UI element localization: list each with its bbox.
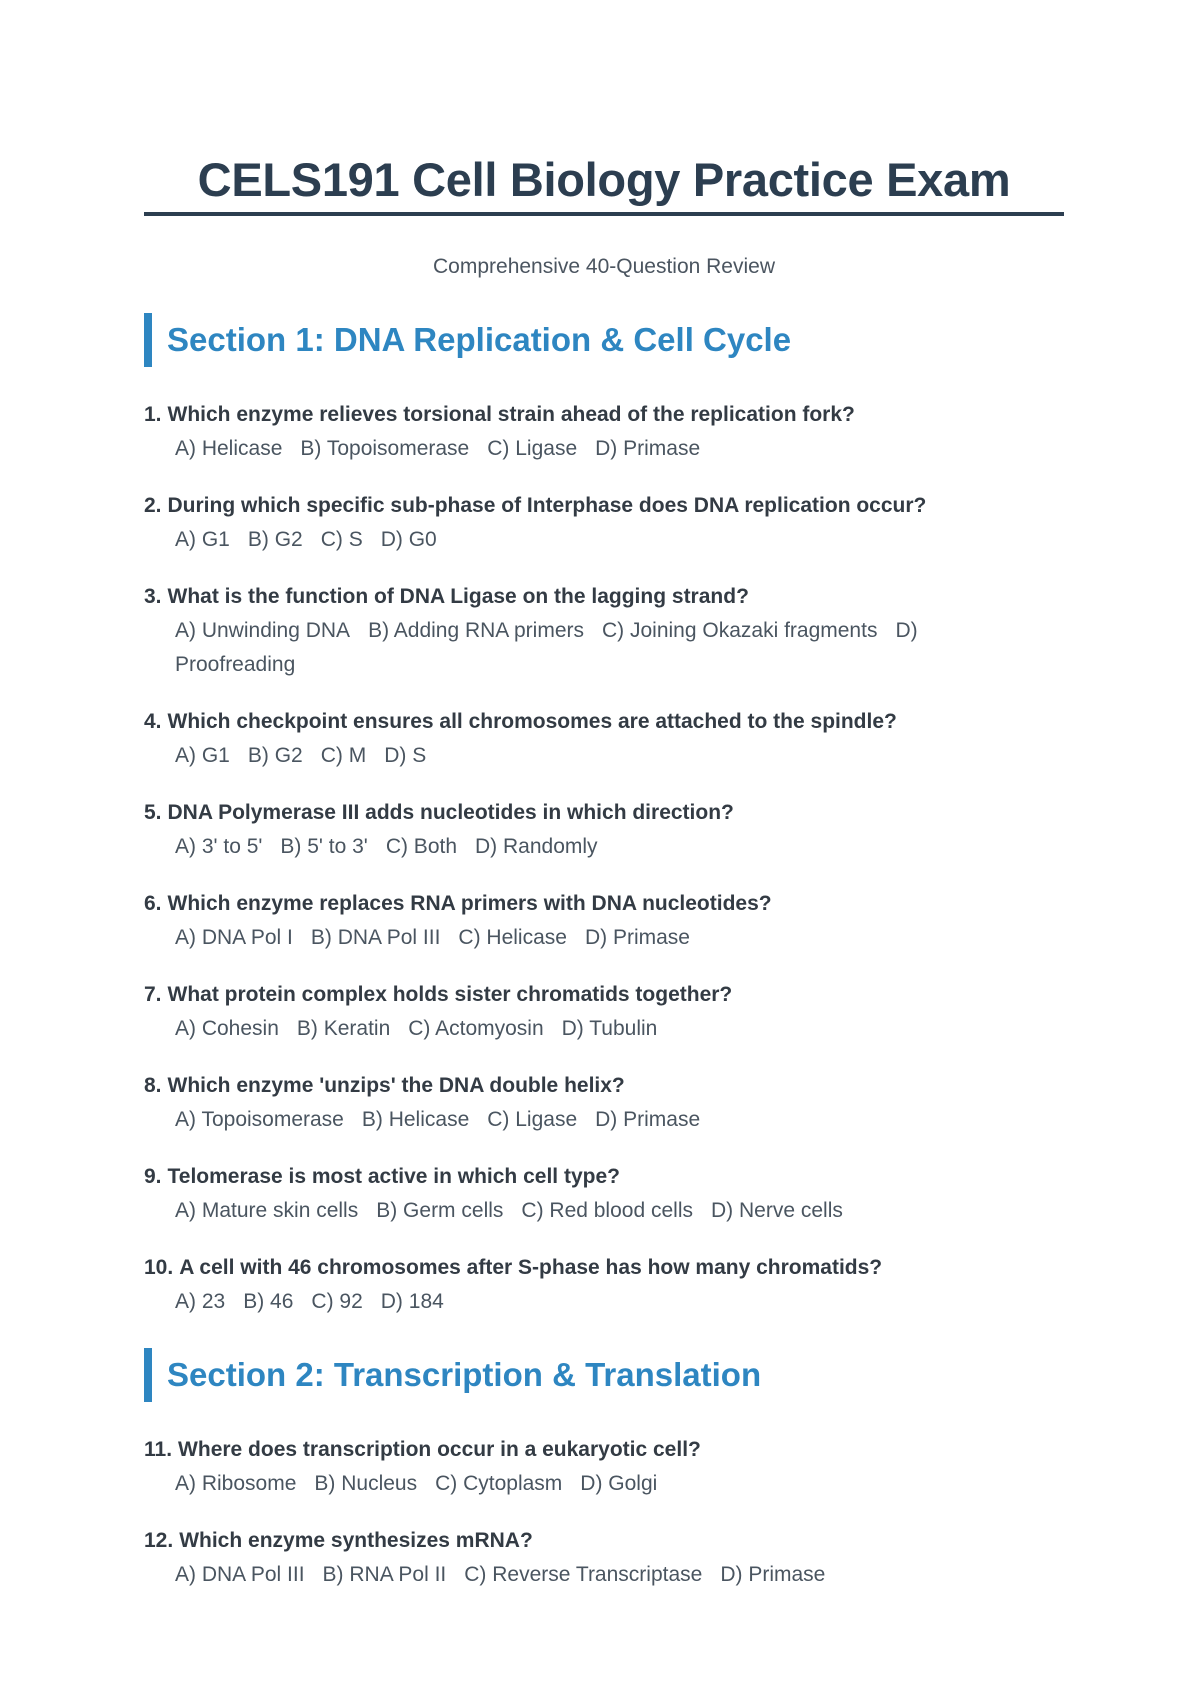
page-title: CELS191 Cell Biology Practice Exam: [197, 153, 1011, 206]
question-text: Telomerase is most active in which cell type?: [167, 1165, 620, 1188]
option-c: C) Actomyosin: [408, 1017, 544, 1040]
option-a: A) G1: [175, 744, 230, 767]
section-title: Section 2: Transcription & Translation: [167, 1356, 762, 1393]
answer-options: [144, 1467, 1064, 1501]
question-number: 2.: [144, 494, 162, 517]
option-a: A) 3' to 5': [175, 835, 263, 858]
option-d: D) Proofreading: [175, 619, 918, 676]
section-title: Section 1: DNA Replication & Cell Cycle: [167, 321, 792, 358]
section-header: [144, 313, 1064, 367]
option-a: A) DNA Pol III: [175, 1563, 305, 1586]
option-d: D) 184: [380, 1290, 444, 1313]
option-d: D) Tubulin: [561, 1017, 658, 1040]
answer-options: [144, 614, 985, 682]
answer-options: [144, 1194, 1064, 1228]
answer-options: [144, 1103, 1064, 1137]
question-number: 8.: [144, 1074, 162, 1097]
page-subtitle: Comprehensive 40-Question Review: [433, 255, 775, 278]
option-c: C) Ligase: [487, 1108, 578, 1131]
question-4: [144, 705, 1064, 773]
answer-options: [144, 1558, 1064, 1592]
question-text: A cell with 46 chromosomes after S-phase has how many chromatids?: [179, 1256, 883, 1279]
question-number: 5.: [144, 801, 162, 824]
question-10: [144, 1251, 1064, 1319]
answer-options: [144, 921, 1064, 955]
option-d: D) Primase: [595, 1108, 701, 1131]
question-text: Which enzyme 'unzips' the DNA double helix?: [167, 1074, 625, 1097]
option-c: C) Helicase: [458, 926, 567, 949]
option-d: D) Nerve cells: [711, 1199, 843, 1222]
question-number: 1.: [144, 403, 162, 426]
option-a: A) Unwinding DNA: [175, 619, 351, 642]
question-7: [144, 978, 1064, 1046]
question-number: 4.: [144, 710, 162, 733]
option-b: B) 46: [243, 1290, 294, 1313]
section-1: [144, 313, 1064, 367]
option-d: D) G0: [380, 528, 437, 551]
question-8: [144, 1069, 1064, 1137]
question-5: [144, 796, 1064, 864]
question-1: [144, 398, 1064, 466]
option-a: A) Ribosome: [175, 1472, 297, 1495]
option-d: D) Primase: [720, 1563, 826, 1586]
answer-options: [144, 830, 1064, 864]
section-header: [144, 1348, 1064, 1402]
option-b: B) Topoisomerase: [300, 437, 470, 460]
title-divider: [144, 212, 1064, 216]
option-a: A) Cohesin: [175, 1017, 279, 1040]
question-text: During which specific sub-phase of Interphase does DNA replication occur?: [167, 494, 927, 517]
option-b: B) RNA Pol II: [322, 1563, 447, 1586]
option-b: B) DNA Pol III: [310, 926, 441, 949]
question-number: 3.: [144, 585, 162, 608]
option-b: B) Adding RNA primers: [368, 619, 584, 642]
option-b: B) Nucleus: [314, 1472, 418, 1495]
question-number: 7.: [144, 983, 162, 1006]
option-a: A) 23: [175, 1290, 226, 1313]
question-3: [144, 580, 1064, 682]
question-number: 9.: [144, 1165, 162, 1188]
option-b: B) 5' to 3': [280, 835, 368, 858]
question-number: 11.: [144, 1438, 173, 1461]
question-number: 12.: [144, 1529, 174, 1552]
question-2: [144, 489, 1064, 557]
option-a: A) G1: [175, 528, 230, 551]
option-b: B) G2: [247, 744, 303, 767]
option-a: A) DNA Pol I: [175, 926, 293, 949]
question-6: [144, 887, 1064, 955]
option-d: D) S: [384, 744, 427, 767]
question-12: [144, 1524, 1064, 1592]
option-b: B) Helicase: [361, 1108, 470, 1131]
option-c: C) Reverse Transcriptase: [464, 1563, 703, 1586]
option-a: A) Mature skin cells: [175, 1199, 359, 1222]
answer-options: [144, 1285, 1064, 1319]
option-c: C) Red blood cells: [521, 1199, 693, 1222]
section-2: [144, 1348, 1064, 1402]
option-d: D) Primase: [595, 437, 701, 460]
question-number: 10.: [144, 1256, 174, 1279]
option-b: B) Keratin: [296, 1017, 391, 1040]
option-a: A) Topoisomerase: [175, 1108, 344, 1131]
option-a: A) Helicase: [175, 437, 283, 460]
question-text: Where does transcription occur in a eukaryotic cell?: [178, 1438, 701, 1461]
question-text: Which enzyme replaces RNA primers with DNA nucleotides?: [167, 892, 772, 915]
question-text: What is the function of DNA Ligase on the lagging strand?: [167, 585, 749, 608]
option-c: C) M: [320, 744, 367, 767]
option-b: B) Germ cells: [376, 1199, 504, 1222]
answer-options: [144, 739, 1064, 773]
option-d: D) Randomly: [475, 835, 598, 858]
question-text: Which enzyme relieves torsional strain ahead of the replication fork?: [167, 403, 855, 426]
option-c: C) 92: [311, 1290, 363, 1313]
answer-options: [144, 523, 1064, 557]
answer-options: [144, 432, 1064, 466]
option-c: C) Cytoplasm: [435, 1472, 563, 1495]
question-number: 6.: [144, 892, 162, 915]
question-text: What protein complex holds sister chromatids together?: [167, 983, 733, 1006]
option-c: C) Joining Okazaki fragments: [602, 619, 878, 642]
question-11: [144, 1433, 1064, 1501]
question-text: Which checkpoint ensures all chromosomes are attached to the spindle?: [167, 710, 897, 733]
question-text: Which enzyme synthesizes mRNA?: [179, 1529, 533, 1552]
option-b: B) G2: [247, 528, 303, 551]
option-c: C) S: [320, 528, 363, 551]
question-9: [144, 1160, 1064, 1228]
answer-options: [144, 1012, 1064, 1046]
option-d: D) Golgi: [580, 1472, 658, 1495]
option-d: D) Primase: [584, 926, 690, 949]
option-c: C) Both: [385, 835, 458, 858]
option-c: C) Ligase: [487, 437, 578, 460]
question-text: DNA Polymerase III adds nucleotides in which direction?: [167, 801, 734, 824]
